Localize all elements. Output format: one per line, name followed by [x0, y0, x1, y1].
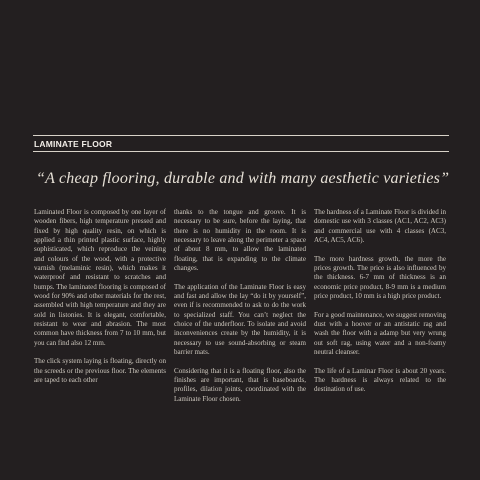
- paragraph: The life of a Laminar Floor is about 20 years. The hardness is always related to the destination of use.: [314, 366, 446, 394]
- text-column-1: [34, 208, 166, 395]
- paragraph: thanks to the tongue and groove. It is necessary to be sure, before the laying, that there is no humidity in the room. It is necessary to leave along the perimeter a space of about 8 mm, to allow the laminated floating, that is expanding to the climate changes.: [174, 208, 306, 273]
- paragraph: The more hardness growth, the more the prices growth. The price is also influenced by the thickness. 6-7 mm of thickness is an economic price product, 8-9 mm is a medium price product, 10 mm is a high price product.: [314, 254, 446, 301]
- pull-quote: “A cheap flooring, durable and with many aesthetic varieties”: [36, 170, 450, 187]
- paragraph: The hardness of a Laminate Floor is divided in domestic use with 3 classes (AC1, AC2, AC3) and commercial use with 4 classes (AC3, AC4, AC5, AC6).: [314, 208, 446, 245]
- paragraph: The click system laying is floating, directly on the screeds or the previous floor. The elements are taped to each other: [34, 357, 166, 385]
- text-column-2: [174, 208, 306, 413]
- paragraph: The application of the Laminate Floor is easy and fast and allow the lay “do it by yourself”, even if is recommended to ask to do the work to specialized staff. You can’t neglect the choice of the underfloor. To isolate and avoid inconveniences create by the humidity, it is necessary to use sound-absorbing or steam barrier mats.: [174, 282, 306, 357]
- heading-rule: [33, 151, 449, 152]
- section-heading: LAMINATE FLOOR: [34, 139, 113, 149]
- paragraph: Considering that it is a floating floor, also the finishes are important, that is baseboards, profiles, dilation joints, coordinated with the Laminate Floor chosen.: [174, 366, 306, 403]
- text-column-3: [314, 208, 446, 404]
- paragraph: Laminated Floor is composed by one layer of wooden fibers, high temperature pressed and fixed by high quality resin, on which is applied a thin printed plastic surface, highly sophisticated, which reproduce the veining and colours of the wood, with a protective varnish (melaminic resin), which makes it waterproof and resistant to scratches and bumps. The laminated flooring is composed of wood for 90% and other materials for the rest, assembled with high temperature and they are sold in listonies. It is elegant, comfortable, resistant to wear and abrasion. The most common have thickness from 7 to 10 mm, but you can find also 12 mm.: [34, 208, 166, 347]
- top-rule: [33, 135, 449, 136]
- paragraph: For a good maintenance, we suggest removing dust with a hoover or an antistatic rag and wash the floor with a adamp but very wrung out soft rag, using water and a non-foamy neutral cleanser.: [314, 310, 446, 357]
